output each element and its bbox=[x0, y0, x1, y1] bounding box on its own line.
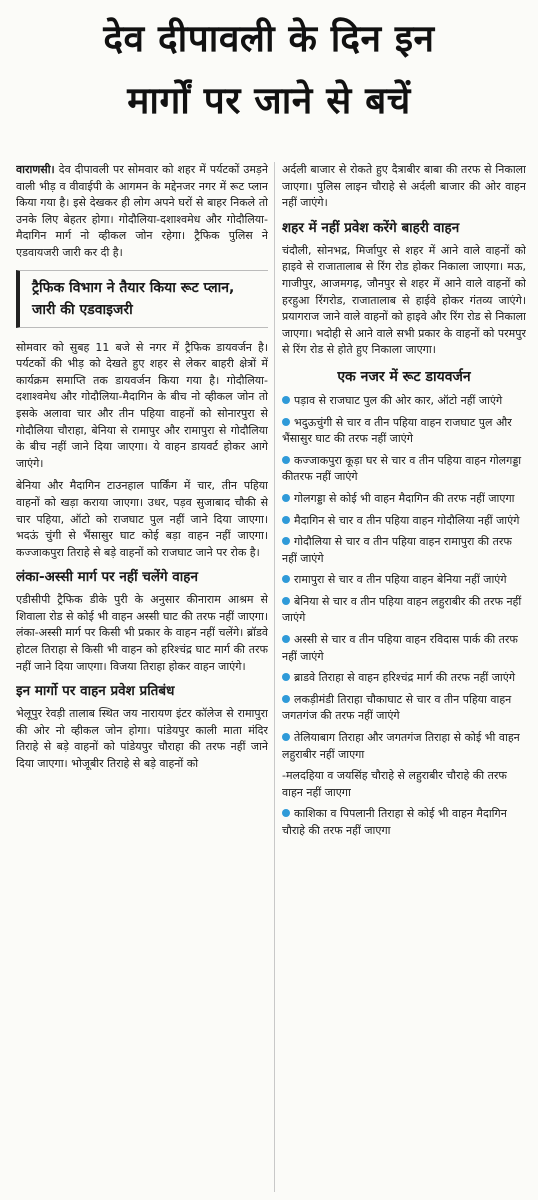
headline-line-1: देव दीपावली के दिन इन bbox=[103, 17, 435, 60]
paragraph-traffic-diversion: सोमवार को सुबह 11 बजे से नगर में ट्रैफिक डायवर्जन है। पर्यटकों की भीड़ को देखते हुए शहर से लेकर बाहरी क्षेत्रों में कार्यक्रम समाप्ति तक डायवर्जन किया गया है। गोदौलिया-दशाश्वमेध और गोदौलिया-मैदागिन के बीच नो व्हीकल जोन तो इसके अलावा चार और तीन पहिया वाहनों को सोनारपुरा से गोदौलिया चौराहा, बेनिया से रामापुर और रामापुरा से गोदौलिया के बीच नहीं जाने दिया जाएगा। ये वाहन डायवर्ट होकर आगे जाएंगे। bbox=[16, 340, 268, 470]
headline bbox=[0, 0, 538, 150]
list-item: पड़ाव से राजघाट पुल की ओर कार, ऑटो नहीं जाएंगे bbox=[282, 393, 526, 410]
bullet-dot-icon bbox=[282, 396, 290, 404]
bullet-dot-icon bbox=[282, 597, 290, 605]
paragraph-continued: अर्दली बाजार से रोकते हुए दैत्राबीर बाबा की तरफ से निकाला जाएगा। पुलिस लाइन चौराहे से अर्दली बाजार की ओर वाहन नहीं जाएंगे। bbox=[282, 163, 526, 210]
boxed-subheading: ट्रैफिक विभाग ने तैयार किया रूट प्लान, जारी की एडवाइजरी bbox=[16, 270, 268, 328]
list-item: काशिका व पिपलानी तिराहा से कोई भी वाहन मैदागिन चौराहे की तरफ नहीं जाएगा bbox=[282, 807, 507, 837]
bullet-dot-icon bbox=[282, 516, 290, 524]
bullet-dot-icon bbox=[282, 575, 290, 583]
list-item: बेनिया से चार व तीन पहिया वाहन लहुराबीर की तरफ नहीं जाएंगे bbox=[282, 594, 522, 625]
bullet-dot-icon bbox=[282, 418, 290, 426]
subheading-route-diversion: एक नजर में रूट डायवर्जन bbox=[337, 368, 471, 385]
intro-text: देव दीपावली पर सोमवार को शहर में पर्यटकों उमड़ने वाली भीड़ व वीवाईपी के आगमन के मद्देनजर नगर में रूट प्लान किया गया है। इसे देखकर ही लोग अपने घरों से बाहर निकले तो उनके लिए बेहतर होगा। गोदौलिया-दशाश्वमेध और गोदौलिया-मैदागिन मार्ग नो व्हीकल जोन रहेगा। ट्रैफिक पुलिस ने एडवायजरी जारी कर दी है। bbox=[16, 163, 268, 259]
bullet-dot-icon bbox=[282, 494, 290, 502]
paragraph-lanka-assi: एडीसीपी ट्रैफिक डीके पुरी के अनुसार कीनाराम आश्रम से शिवाला रोड से कोई भी वाहन अस्सी घाट की तरफ नहीं जाएगा। लंका-अस्सी मार्ग पर किसी भी प्रकार के वाहन नहीं चलेंगे। ब्रॉडवे होटल तिराहा से किसी भी वाहन को हरिश्चंद्र घाट मार्ग की तरफ नहीं जाने दिया जाएगा। विजया तिराहा होकर वाहन जाएंगे। bbox=[16, 593, 268, 673]
bullet-dot-icon bbox=[282, 673, 290, 681]
paragraph-outside-vehicles: चंदौली, सोनभद्र, मिर्जापुर से शहर में आने वाले वाहनों को हाइवे से राजातालाब से रिंग रोड होकर निकाला जाएगा। मऊ, गाजीपुर, आजमगढ़, जौनपुर से शहर में आने वाले वाहनों को हरहुआ रिंगरोड, राजातालाब से हाईवे होकर गंतव्य जाएंगे। प्रयागराज जाने वाले वाहनों को हाइवे और रिंग रोड से निकाला जाएगा। भदोही से आने वाले सभी प्रकार के वाहनों को परमपुर से रिंग रोड से होते हुए निकाला जाएगा। bbox=[282, 243, 526, 357]
bullet-dot-icon bbox=[282, 456, 290, 464]
list-item: गोलगड्डा से कोई भी वाहन मैदागिन की तरफ नहीं जाएगा bbox=[282, 491, 526, 508]
left-column bbox=[16, 162, 268, 1192]
article-columns bbox=[0, 162, 538, 1192]
bullet-dot-icon bbox=[282, 635, 290, 643]
bullet-dot-icon bbox=[282, 733, 290, 741]
right-column bbox=[282, 162, 526, 1192]
headline-line-2: मार्गों पर जाने से बचें bbox=[127, 79, 411, 122]
list-item-dash: -मलदहिया व जयसिंह चौराहे से लहुराबीर चौराहे की तरफ वाहन नहीं जाएगा bbox=[282, 769, 507, 799]
bullet-dot-icon bbox=[282, 809, 290, 817]
list-item: तेलियाबाग तिराहा और जगतगंज तिराहा से कोई भी वाहन लहुराबीर नहीं जाएगा bbox=[282, 731, 520, 761]
subheading-lanka-assi: लंका-अस्सी मार्ग पर नहीं चलेंगे वाहन bbox=[16, 569, 198, 586]
list-item: ब्राडवे तिराहा से वाहन हरिश्चंद्र मार्ग की तरफ नहीं जाएंगे bbox=[282, 670, 526, 687]
list-item: मैदागिन से चार व तीन पहिया वाहन गोदौलिया नहीं जाएंगे bbox=[282, 513, 526, 530]
list-item: लकड़ीमंडी तिराहा चौकाघाट से चार व तीन पहिया वाहन जगतगंज की तरफ नहीं जाएंगे bbox=[282, 692, 512, 723]
bullet-dot-icon bbox=[282, 537, 290, 545]
subheading-entry-ban: इन मार्गो पर वाहन प्रवेश प्रतिबंध bbox=[16, 683, 175, 700]
list-item: कज्जाकपुरा कूड़ा घर से चार व तीन पहिया वाहन गोलगड्डा कीतरफ नहीं जाएंगे bbox=[282, 453, 522, 484]
column-divider bbox=[274, 162, 275, 1192]
dateline: वाराणसी। bbox=[16, 163, 55, 176]
intro-paragraph bbox=[16, 162, 268, 262]
list-item: अस्सी से चार व तीन पहिया वाहन रविदास पार्क की तरफ नहीं जाएंगे bbox=[282, 633, 518, 663]
subheading-outside-vehicles: शहर में नहीं प्रवेश करेंगे बाहरी वाहन bbox=[282, 219, 460, 236]
list-item: रामापुरा से चार व तीन पहिया वाहन बेनिया नहीं जाएंगे bbox=[282, 572, 526, 589]
list-item: भदुऊचुंगी से चार व तीन पहिया वाहन राजघाट पुल और भैंसासुर घाट की तरफ नहीं जाएंगे bbox=[282, 415, 512, 446]
bullet-dot-icon bbox=[282, 695, 290, 703]
list-item: गोदौलिया से चार व तीन पहिया वाहन रामापुरा की तरफ नहीं जाएंगे bbox=[282, 535, 512, 565]
paragraph-parking: बेनिया और मैदागिन टाउनहाल पार्किंग में चार, तीन पहिया वाहनों को खड़ा कराया जाएगा। उधर, पड़व सुजाबाद चौकी से चार पहिया, ऑटो को राजघाट पुल नहीं जाने दिया जाएगा। भदऊं चुंगी से भैंसासुर घाट कोई बड़ा वाहन नहीं जाएगा। कज्जाकपुरा तिराहे से बड़े वाहनों को राजघाट जाने पर रोक है। bbox=[16, 479, 268, 559]
paragraph-entry-ban: भेलूपुर रेवड़ी तालाब स्थित जय नारायण इंटर कॉलेज से रामापुरा की ओर नो व्हीकल जोन होगा। पांडेयपुर काली माता मंदिर तिराहे से बड़े वाहनों को पांडेयपुर चौराहा की तरफ नहीं जाने दिया जाएगा। भोजूबीर तिराहे से बड़े वाहनों को bbox=[16, 707, 268, 771]
